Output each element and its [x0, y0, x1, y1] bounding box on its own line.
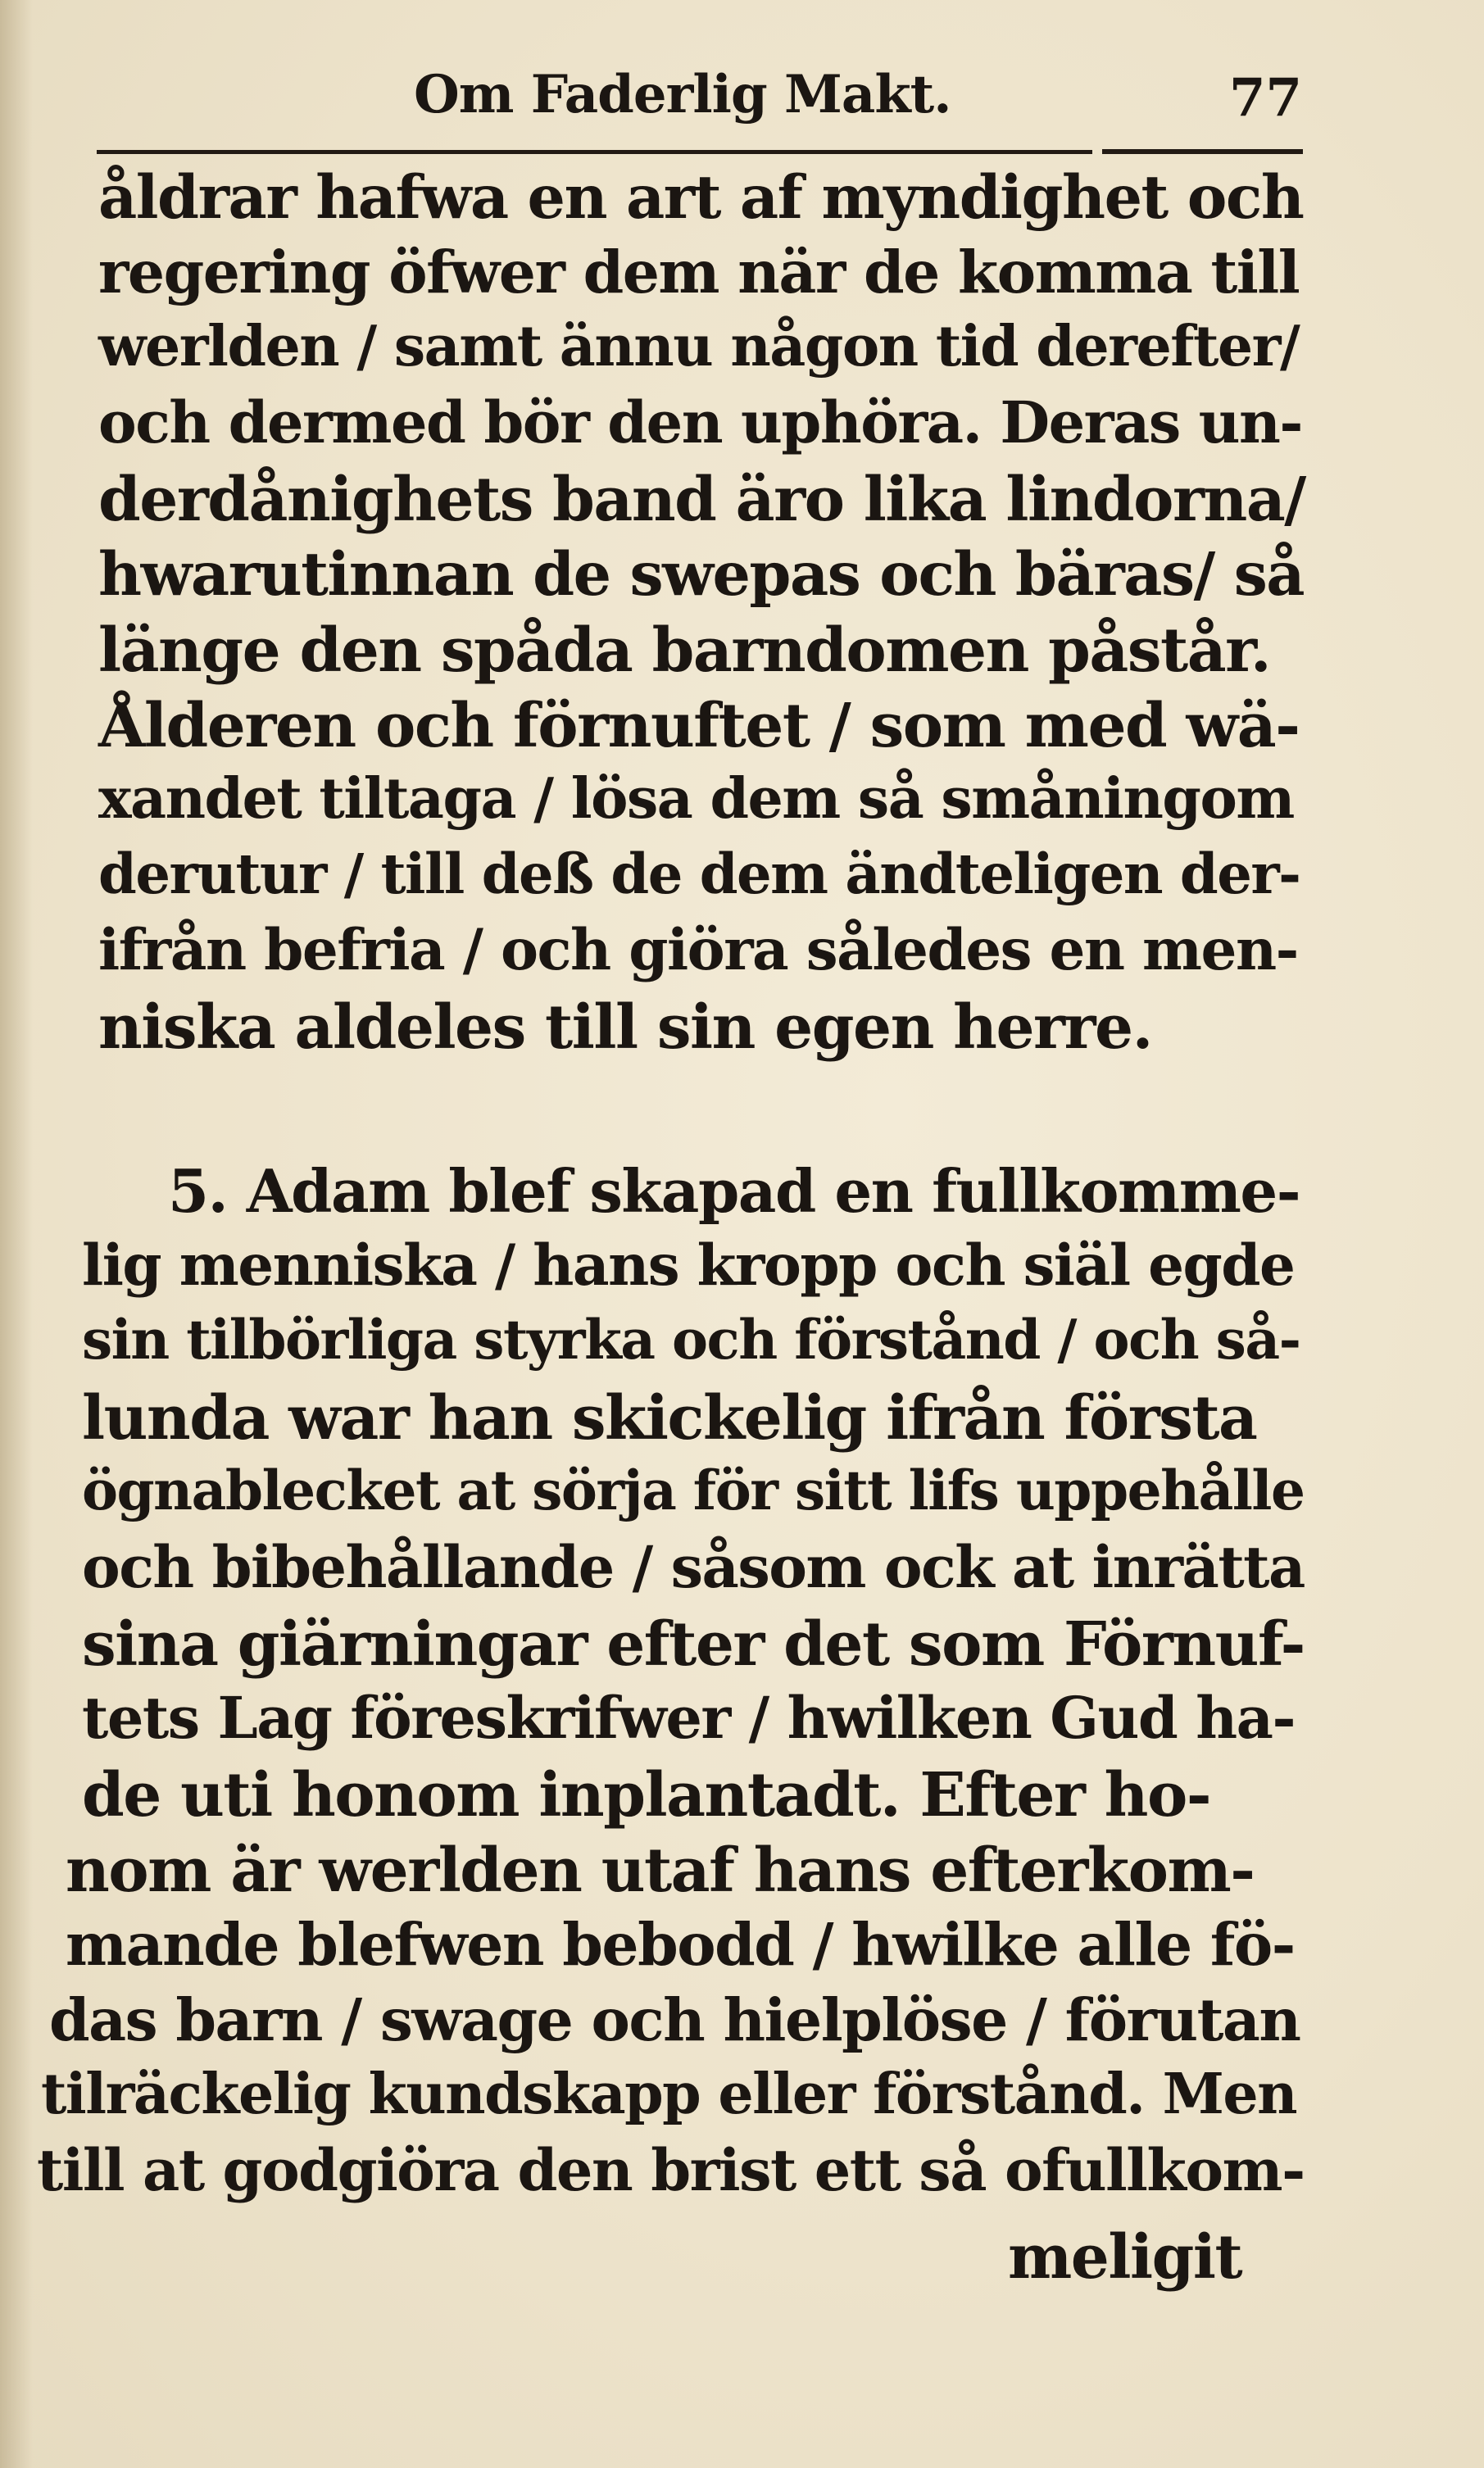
text-line: sina giärningar efter det som Förnuf-	[82, 1609, 1305, 1680]
text-line: åldrar hafwa en art af myndighet och	[98, 162, 1304, 233]
text-line: och bibehållande / såsom ock at inrätta	[82, 1533, 1305, 1601]
text-line: nom är werlden utaf hans efterkom-	[66, 1835, 1255, 1906]
text-line: sin tilbörliga styrka och förstånd / och så-	[82, 1308, 1300, 1372]
text-line: werlden / samt ännu någon tid derefter/	[98, 314, 1300, 379]
text-line: 5. Adam blef skapad en fullkomme-	[168, 1156, 1300, 1226]
text-line: tets Lag föreskrifwer / hwilken Gud ha-	[82, 1684, 1295, 1752]
header-rule-short	[1102, 149, 1303, 154]
text-line: och dermed bör den uphöra. Deras un-	[98, 388, 1302, 456]
text-line: länge den spåda barndomen påstår.	[98, 615, 1271, 686]
text-line: niska aldeles till sin egen herre.	[98, 992, 1152, 1063]
text-line: regering öfwer dem när de komma till	[98, 238, 1300, 306]
header-rule	[97, 150, 1092, 154]
text-line: mande blefwen bebodd / hwilke alle fö-	[66, 1910, 1295, 1979]
gutter-shadow	[0, 0, 33, 2468]
text-line: xandet tiltaga / lösa dem så småningom	[98, 766, 1294, 832]
running-head: Om Faderlig Makt.	[414, 64, 951, 125]
text-line: lunda war han skickelig ifrån första	[82, 1383, 1257, 1454]
text-line: ögnablecket at sörja för sitt lifs uppehålle	[82, 1459, 1305, 1522]
text-line: derutur / till deß de dem ändteligen der-	[98, 842, 1300, 906]
page-number: 77	[1229, 67, 1303, 129]
text-line: tilräckelig kundskapp eller förstånd. Men	[41, 2062, 1297, 2127]
text-line: de uti honom inplantadt. Efter ho-	[82, 1760, 1211, 1831]
text-line: hwarutinnan de swepas och bäras/ så	[98, 539, 1305, 610]
text-line: das barn / swage och hielplöse / förutan	[49, 1985, 1300, 2054]
text-line: till at godgiöra den brist ett så ofullkom-	[37, 2136, 1305, 2204]
text-line: ifrån befria / och giöra således en men-	[98, 917, 1298, 983]
text-line: lig menniska / hans kropp och siäl egde	[82, 1232, 1295, 1299]
catchword: meligit	[1008, 2222, 1242, 2293]
text-line: derdånighets band äro lika lindorna/	[98, 465, 1305, 535]
text-line: Ålderen och förnuftet / som med wä-	[98, 691, 1300, 761]
